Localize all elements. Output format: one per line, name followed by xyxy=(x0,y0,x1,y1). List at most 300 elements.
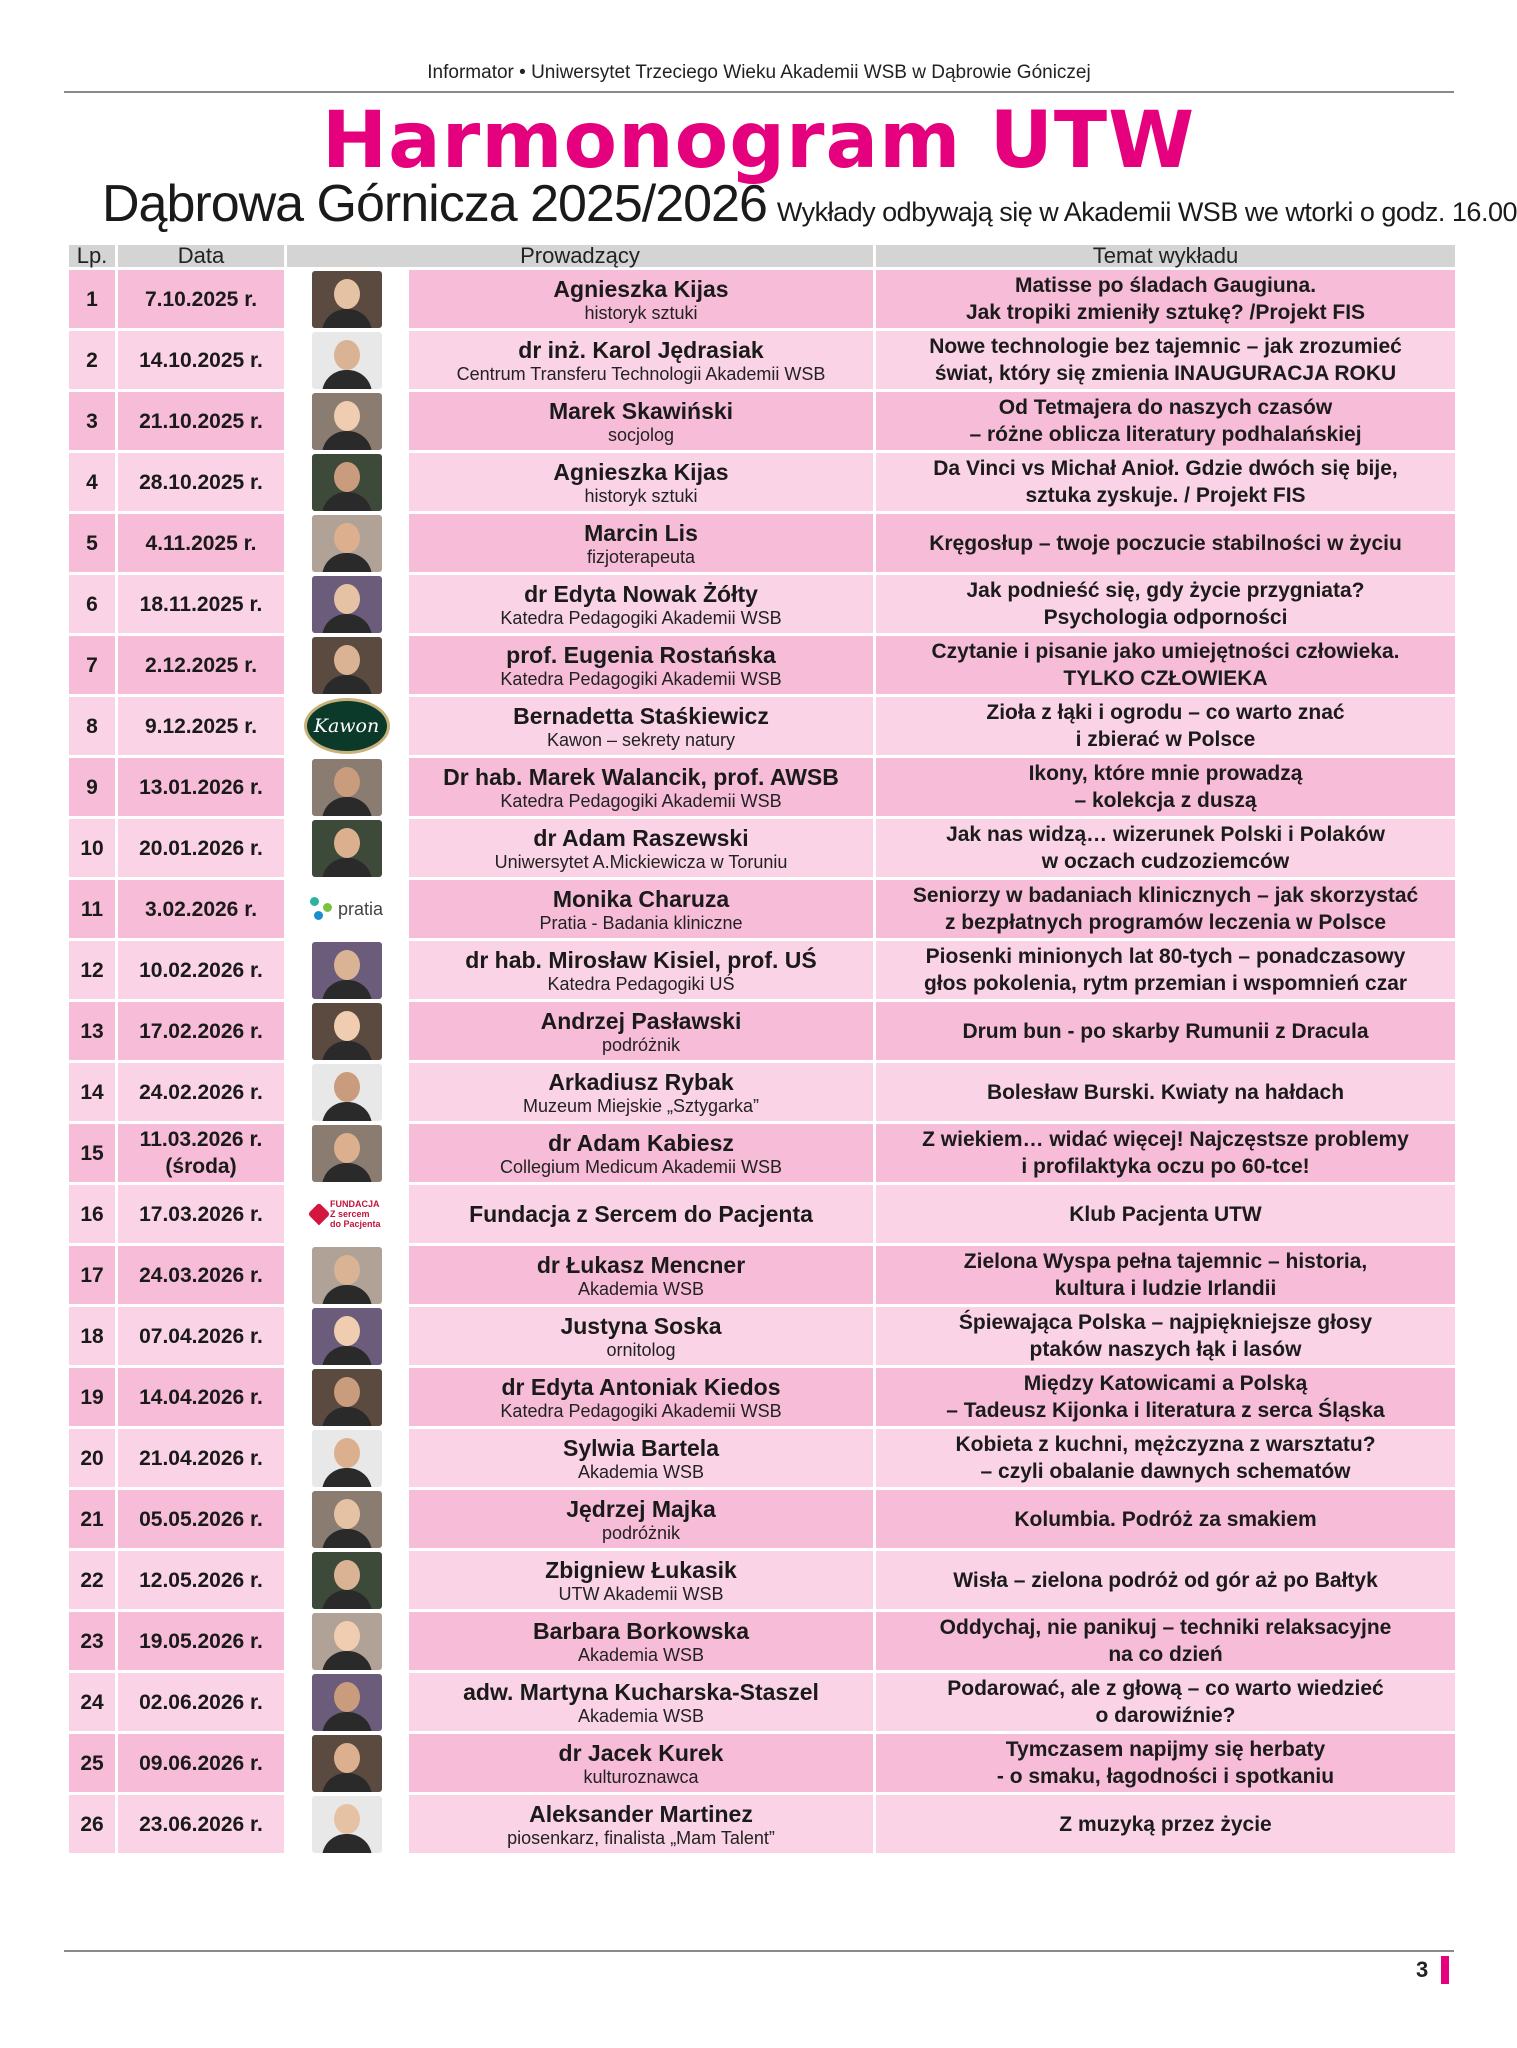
lecture-topic-line: Ikony, które mnie prowadzą xyxy=(1028,762,1303,785)
lecturer xyxy=(409,1734,873,1792)
lecture-topic-line: Od Tetmajera do naszych czasów xyxy=(998,396,1333,419)
lecturer-affiliation: kulturoznawca xyxy=(583,1766,699,1787)
lecture-topic-line: Kobieta z kuchni, mężczyzna z warsztatu? xyxy=(955,1433,1376,1456)
pratia-logo xyxy=(287,880,406,938)
row-number: 19 xyxy=(69,1368,115,1426)
row-number: 3 xyxy=(69,392,115,450)
subtitle xyxy=(102,174,1517,234)
lecturer-affiliation: Katedra Pedagogiki Akademii WSB xyxy=(500,607,782,628)
lecturer-name: dr Adam Kabiesz xyxy=(548,1129,734,1156)
row-number: 1 xyxy=(69,270,115,328)
table-row xyxy=(69,1002,1455,1060)
lecture-topic xyxy=(876,880,1455,938)
page-number-marker xyxy=(1441,1956,1449,1984)
lecturer-affiliation: piosenkarz, finalista „Mam Talent” xyxy=(507,1827,775,1848)
lecture-date-text: 7.10.2025 r. xyxy=(144,287,258,311)
lecture-topic-line: – Tadeusz Kijonka i literatura z serca Śląska xyxy=(946,1399,1385,1422)
lecturer-name: dr Edyta Nowak Żółty xyxy=(524,580,758,607)
lecture-topic-line: na co dzień xyxy=(1108,1643,1223,1666)
row-number: 12 xyxy=(69,941,115,999)
lecturer xyxy=(409,392,873,450)
lecturer xyxy=(409,1612,873,1670)
table-row xyxy=(69,1612,1455,1670)
lecturer-photo xyxy=(287,1002,406,1060)
lecture-date xyxy=(118,1490,284,1548)
lecture-topic-line: Klub Pacjenta UTW xyxy=(1069,1202,1262,1226)
page-title: Harmonogram UTW xyxy=(321,96,1196,186)
footer-divider xyxy=(64,1950,1454,1952)
column-header-lp: Lp. xyxy=(69,245,115,267)
fundacja-logo-text: FUNDACJA Z sercem do Pacjenta xyxy=(330,1199,381,1229)
lecturer xyxy=(409,697,873,755)
lecturer xyxy=(409,1246,873,1304)
row-number: 20 xyxy=(69,1429,115,1487)
row-number: 7 xyxy=(69,636,115,694)
row-number: 2 xyxy=(69,331,115,389)
row-number: 17 xyxy=(69,1246,115,1304)
lecture-date xyxy=(118,1795,284,1853)
lecturer-name: Jędrzej Majka xyxy=(566,1495,716,1522)
lecture-topic xyxy=(876,575,1455,633)
lecturer-affiliation: Akademia WSB xyxy=(577,1461,705,1482)
row-number: 8 xyxy=(69,697,115,755)
lecture-date-text: 14.10.2025 r. xyxy=(139,348,263,372)
lecture-topic-line: Śpiewająca Polska – najpiękniejsze głosy xyxy=(958,1311,1373,1334)
lecture-date xyxy=(118,1734,284,1792)
lecture-topic-line: Między Katowicami a Polską xyxy=(1023,1372,1308,1395)
lecture-date xyxy=(118,575,284,633)
table-row xyxy=(69,1551,1455,1609)
lecturer xyxy=(409,941,873,999)
kawon-logo-text: Kawon xyxy=(304,698,390,754)
lecturer xyxy=(409,453,873,511)
lecturer-affiliation: Katedra Pedagogiki Akademii WSB xyxy=(500,1400,782,1421)
lecture-date xyxy=(118,697,284,755)
lecture-topic xyxy=(876,1124,1455,1182)
lecture-topic xyxy=(876,392,1455,450)
table-row xyxy=(69,1429,1455,1487)
lecturer xyxy=(409,1551,873,1609)
lecture-topic-line: Wisła – zielona podróż od gór aż po Bałtyk xyxy=(953,1568,1378,1592)
table-header-row xyxy=(69,245,1455,267)
lecturer-portrait xyxy=(312,1064,382,1121)
lecture-topic-line: i profilaktyka oczu po 60-tce! xyxy=(1021,1155,1310,1178)
lecture-topic xyxy=(876,1795,1455,1853)
lecture-date xyxy=(118,1063,284,1121)
lecturer-portrait xyxy=(312,942,382,999)
lecture-topic-line: o darowiźnie? xyxy=(1095,1704,1236,1727)
subtitle-city: Dąbrowa Górnicza 2025/2026 xyxy=(102,175,767,233)
lecture-date-text: 11.03.2026 r. xyxy=(139,1128,263,1151)
lecturer-photo xyxy=(287,1612,406,1670)
heart-icon xyxy=(308,1203,331,1226)
lecture-topic-line: Da Vinci vs Michał Anioł. Gdzie dwóch się bije, xyxy=(933,457,1398,480)
lecturer-photo xyxy=(287,1124,406,1182)
lecture-date xyxy=(118,1002,284,1060)
lecturer-portrait xyxy=(312,820,382,877)
lecture-date-text: 18.11.2025 r. xyxy=(139,592,263,616)
lecture-date xyxy=(118,1429,284,1487)
lecturer-name: prof. Eugenia Rostańska xyxy=(506,641,776,668)
lecture-date xyxy=(118,270,284,328)
column-header-date: Data xyxy=(118,245,284,267)
row-number: 10 xyxy=(69,819,115,877)
lecture-date-text: 10.02.2026 r. xyxy=(139,958,263,982)
fundacja-logo-image xyxy=(304,1186,390,1243)
row-number: 25 xyxy=(69,1734,115,1792)
lecture-date xyxy=(118,1307,284,1365)
lecturer-affiliation: Centrum Transferu Technologii Akademii WSB xyxy=(456,363,826,384)
lecture-date xyxy=(118,1124,284,1182)
lecture-topic-line: Zioła z łąki i ogrodu – co warto znać xyxy=(986,701,1345,724)
lecture-topic-line: Psychologia odporności xyxy=(1043,606,1288,629)
table-row xyxy=(69,270,1455,328)
row-number: 24 xyxy=(69,1673,115,1731)
lecturer xyxy=(409,1002,873,1060)
lecture-topic-line: Jak nas widzą… wizerunek Polski i Polaków xyxy=(946,823,1385,846)
lecture-date-text: 23.06.2026 r. xyxy=(139,1812,263,1836)
row-number: 26 xyxy=(69,1795,115,1853)
lecturer-photo xyxy=(287,1551,406,1609)
lecture-topic xyxy=(876,819,1455,877)
lecture-date xyxy=(118,1551,284,1609)
lecturer-name: Monika Charuza xyxy=(552,885,730,912)
lecturer-photo xyxy=(287,1063,406,1121)
lecturer-portrait xyxy=(312,1674,382,1731)
lecturer-affiliation: UTW Akademii WSB xyxy=(558,1583,724,1604)
lecture-date-text: 20.01.2026 r. xyxy=(139,836,263,860)
lecture-date xyxy=(118,392,284,450)
lecturer-photo xyxy=(287,1490,406,1548)
lecturer-portrait xyxy=(312,637,382,694)
lecture-topic-line: Jak tropiki zmieniły sztukę? /Projekt FIS xyxy=(965,301,1366,324)
table-row xyxy=(69,331,1455,389)
lecturer-affiliation: fizjoterapeuta xyxy=(586,546,696,567)
lecture-date-text: 17.02.2026 r. xyxy=(139,1019,263,1043)
lecturer-affiliation: Pratia - Badania kliniczne xyxy=(539,912,743,933)
lecture-topic-line: kultura i ludzie Irlandii xyxy=(1054,1277,1277,1300)
lecture-date-text: 07.04.2026 r. xyxy=(139,1324,263,1348)
lecture-topic-line: głos pokolenia, rytm przemian i wspomnień czar xyxy=(923,972,1408,995)
row-number: 23 xyxy=(69,1612,115,1670)
lecturer-portrait xyxy=(312,332,382,389)
lecture-date xyxy=(118,758,284,816)
column-header-lecturer: Prowadzący xyxy=(287,245,873,267)
lecture-date xyxy=(118,1368,284,1426)
table-row xyxy=(69,1734,1455,1792)
lecture-topic-line: Podarować, ale z głową – co warto wiedzieć xyxy=(947,1677,1384,1700)
lecture-topic-line: świat, który się zmienia INAUGURACJA ROKU xyxy=(934,362,1397,385)
lecture-topic-line: - o smaku, łagodności i spotkaniu xyxy=(996,1765,1335,1788)
lecturer-portrait xyxy=(312,759,382,816)
table-row xyxy=(69,514,1455,572)
lecture-date-text: 3.02.2026 r. xyxy=(144,897,258,921)
lecturer-name: dr hab. Mirosław Kisiel, prof. UŚ xyxy=(465,946,817,973)
lecture-topic xyxy=(876,1612,1455,1670)
lecture-topic-line: Oddychaj, nie panikuj – techniki relaksacyjne xyxy=(939,1616,1392,1639)
lecture-date xyxy=(118,331,284,389)
lecturer-portrait xyxy=(312,1430,382,1487)
lecturer xyxy=(409,1490,873,1548)
lecture-topic xyxy=(876,758,1455,816)
lecturer-affiliation: socjolog xyxy=(607,424,675,445)
lecturer-photo xyxy=(287,575,406,633)
lecturer-photo xyxy=(287,331,406,389)
table-row xyxy=(69,880,1455,938)
lecture-date xyxy=(118,1612,284,1670)
lecture-topic xyxy=(876,1429,1455,1487)
lecture-topic xyxy=(876,941,1455,999)
pratia-logo-text: pratia xyxy=(337,898,384,919)
lecture-date-text: 12.05.2026 r. xyxy=(139,1568,263,1592)
lecturer xyxy=(409,1368,873,1426)
lecturer-portrait xyxy=(312,1552,382,1609)
table-row xyxy=(69,1368,1455,1426)
lecturer-affiliation: Collegium Medicum Akademii WSB xyxy=(499,1156,783,1177)
lecture-topic xyxy=(876,1002,1455,1060)
lecturer-portrait xyxy=(312,1369,382,1426)
lecture-date-text: 19.05.2026 r. xyxy=(139,1629,263,1653)
lecture-topic xyxy=(876,1063,1455,1121)
lecture-topic-line: Kręgosłup – twoje poczucie stabilności w życiu xyxy=(929,531,1402,555)
lecturer-name: Aleksander Martinez xyxy=(529,1800,753,1827)
lecturer-portrait xyxy=(312,1491,382,1548)
lecturer-photo xyxy=(287,453,406,511)
pratia-dots-icon xyxy=(310,897,334,921)
lecture-date xyxy=(118,941,284,999)
lecturer xyxy=(409,1124,873,1182)
lecturer-photo xyxy=(287,1795,406,1853)
lecturer-photo xyxy=(287,941,406,999)
table-row xyxy=(69,453,1455,511)
lecturer-portrait xyxy=(312,271,382,328)
lecture-topic-line: TYLKO CZŁOWIEKA xyxy=(1063,667,1268,690)
lecturer-name: dr Łukasz Mencner xyxy=(536,1251,746,1278)
lecture-date xyxy=(118,1185,284,1243)
lecturer-affiliation: historyk sztuki xyxy=(584,302,698,323)
lecture-topic-line: Seniorzy w badaniach klinicznych – jak skorzystać xyxy=(912,884,1419,907)
lecturer xyxy=(409,636,873,694)
running-head: Informator • Uniwersytet Trzeciego Wieku Akademii WSB w Dąbrowie Góniczej xyxy=(427,62,1091,83)
page-number: 3 xyxy=(1416,1957,1429,1982)
table-row xyxy=(69,697,1455,755)
lecture-date-text: 13.01.2026 r. xyxy=(139,775,263,799)
lecturer-affiliation: Kawon – sekrety natury xyxy=(546,729,736,750)
lecturer-photo xyxy=(287,270,406,328)
lecture-date xyxy=(118,453,284,511)
lecture-date-text: 05.05.2026 r. xyxy=(139,1507,263,1531)
lecture-date-text: 9.12.2025 r. xyxy=(144,714,258,738)
table-row xyxy=(69,1795,1455,1853)
row-number: 9 xyxy=(69,758,115,816)
lecture-date-text: 14.04.2026 r. xyxy=(139,1385,263,1409)
lecturer-name: dr Jacek Kurek xyxy=(558,1739,724,1766)
row-number: 11 xyxy=(69,880,115,938)
lecture-topic xyxy=(876,453,1455,511)
row-number: 16 xyxy=(69,1185,115,1243)
lecturer-affiliation: Akademia WSB xyxy=(577,1705,705,1726)
lecturer-name: dr Edyta Antoniak Kiedos xyxy=(501,1373,781,1400)
lecture-topic xyxy=(876,514,1455,572)
lecturer xyxy=(409,1673,873,1731)
row-number: 6 xyxy=(69,575,115,633)
lecturer-portrait xyxy=(312,1735,382,1792)
kawon-logo-image xyxy=(304,698,390,755)
column-header-topic: Temat wykładu xyxy=(876,245,1455,267)
lecturer-name: Agnieszka Kijas xyxy=(553,275,729,302)
lecturer xyxy=(409,1429,873,1487)
lecturer-affiliation: Akademia WSB xyxy=(577,1278,705,1299)
lecturer-name: Arkadiusz Rybak xyxy=(548,1068,734,1095)
lecturer-name: dr inż. Karol Jędrasiak xyxy=(518,336,764,363)
lecture-topic-line: z bezpłatnych programów leczenia w Polsce xyxy=(944,911,1387,934)
lecturer-portrait xyxy=(312,1613,382,1670)
lecture-topic xyxy=(876,1551,1455,1609)
lecturer-name: Justyna Soska xyxy=(560,1312,722,1339)
lecturer-name: Marek Skawiński xyxy=(548,397,734,424)
table-row xyxy=(69,1673,1455,1731)
table-row xyxy=(69,1307,1455,1365)
lecture-date-text: 21.04.2026 r. xyxy=(139,1446,263,1470)
lecturer-photo xyxy=(287,392,406,450)
lecture-date-text: 09.06.2026 r. xyxy=(139,1751,263,1775)
lecture-date xyxy=(118,1673,284,1731)
lecturer xyxy=(409,514,873,572)
lecturer-portrait xyxy=(312,1003,382,1060)
lecturer-name: Dr hab. Marek Walancik, prof. AWSB xyxy=(443,763,839,790)
lecture-topic xyxy=(876,1490,1455,1548)
lecture-topic xyxy=(876,1185,1455,1243)
lecture-topic-line: – czyli obalanie dawnych schematów xyxy=(980,1460,1351,1483)
lecture-date-text: 24.03.2026 r. xyxy=(139,1263,263,1287)
lecture-date-text: 17.03.2026 r. xyxy=(139,1202,263,1226)
table-row xyxy=(69,1185,1455,1243)
lecture-date xyxy=(118,636,284,694)
kawon-logo xyxy=(287,697,406,755)
lecturer-name: Fundacja z Sercem do Pacjenta xyxy=(469,1200,813,1227)
lecturer-portrait xyxy=(312,393,382,450)
lecture-topic xyxy=(876,1734,1455,1792)
lecturer-portrait xyxy=(312,1247,382,1304)
lecturer-name: Sylwia Bartela xyxy=(563,1434,719,1461)
lecture-topic-line: Nowe technologie bez tajemnic – jak zrozumieć xyxy=(929,335,1402,358)
lecturer xyxy=(409,1307,873,1365)
row-number: 5 xyxy=(69,514,115,572)
header-divider xyxy=(64,91,1454,93)
table-row xyxy=(69,1246,1455,1304)
lecturer-photo xyxy=(287,1307,406,1365)
lecturer xyxy=(409,819,873,877)
lecturer-name: Bernadetta Staśkiewicz xyxy=(513,702,769,729)
lecturer-affiliation: historyk sztuki xyxy=(584,485,698,506)
table-row xyxy=(69,1124,1455,1182)
lecturer-photo xyxy=(287,1673,406,1731)
lecturer-affiliation: ornitolog xyxy=(606,1339,676,1360)
lecturer-name: dr Adam Raszewski xyxy=(533,824,749,851)
lecturer-affiliation: Katedra Pedagogiki UŚ xyxy=(547,973,735,994)
lecture-topic xyxy=(876,697,1455,755)
lecture-topic-line: Bolesław Burski. Kwiaty na hałdach xyxy=(986,1080,1345,1104)
lecture-date-text: 4.11.2025 r. xyxy=(145,531,257,555)
lecturer xyxy=(409,1063,873,1121)
lecturer-portrait xyxy=(312,1308,382,1365)
lecture-topic xyxy=(876,1307,1455,1365)
lecture-topic-line: Czytanie i pisanie jako umiejętności człowieka. xyxy=(931,640,1400,663)
lecture-date-text: 24.02.2026 r. xyxy=(139,1080,263,1104)
lecturer-portrait xyxy=(312,515,382,572)
table-row xyxy=(69,941,1455,999)
table-row xyxy=(69,1490,1455,1548)
lecture-date-text: 21.10.2025 r. xyxy=(139,409,263,433)
lecturer xyxy=(409,758,873,816)
lecture-date-text: 02.06.2026 r. xyxy=(139,1690,263,1714)
lecturer-affiliation: podróżnik xyxy=(601,1522,681,1543)
lecture-topic xyxy=(876,270,1455,328)
lecture-topic-line: Matisse po śladach Gaugiuna. xyxy=(1014,274,1317,297)
lecturer-name: Andrzej Pasławski xyxy=(540,1007,742,1034)
lecture-topic-line: Tymczasem napijmy się herbaty xyxy=(1005,1738,1326,1761)
row-number: 18 xyxy=(69,1307,115,1365)
lecturer-affiliation: podróżnik xyxy=(601,1034,681,1055)
lecturer-photo xyxy=(287,636,406,694)
lecturer xyxy=(409,331,873,389)
lecture-topic-line: Z wiekiem… widać więcej! Najczęstsze problemy xyxy=(922,1128,1409,1151)
lecturer-photo xyxy=(287,1429,406,1487)
lecture-topic-line: sztuka zyskuje. / Projekt FIS xyxy=(1025,484,1306,507)
lecturer-photo xyxy=(287,1734,406,1792)
lecturer-photo xyxy=(287,758,406,816)
lecture-topic-line: i zbierać w Polsce xyxy=(1075,728,1256,751)
table-row xyxy=(69,636,1455,694)
lecturer-name: Barbara Borkowska xyxy=(532,1617,750,1644)
row-number: 14 xyxy=(69,1063,115,1121)
lecture-topic xyxy=(876,636,1455,694)
lecture-topic xyxy=(876,1368,1455,1426)
lecturer-portrait xyxy=(312,576,382,633)
table-row xyxy=(69,819,1455,877)
table-row xyxy=(69,392,1455,450)
lecturer-affiliation: Akademia WSB xyxy=(577,1644,705,1665)
lecturer-portrait xyxy=(312,1796,382,1853)
lecturer-name: Zbigniew Łukasik xyxy=(545,1556,737,1583)
fundacja-logo xyxy=(287,1185,406,1243)
lecturer-name: adw. Martyna Kucharska-Staszel xyxy=(463,1678,819,1705)
lecture-topic-line: – kolekcja z duszą xyxy=(1074,789,1257,812)
lecture-topic-line: – różne oblicza literatury podhalańskiej xyxy=(969,423,1362,446)
lecture-topic-line: w oczach cudzoziemców xyxy=(1041,850,1290,873)
lecture-date xyxy=(118,880,284,938)
pratia-logo-image xyxy=(304,881,390,938)
lecturer-photo xyxy=(287,1368,406,1426)
row-number: 15 xyxy=(69,1124,115,1182)
lecturer xyxy=(409,1185,873,1243)
lecturer xyxy=(409,880,873,938)
table-row xyxy=(69,758,1455,816)
lecture-topic-line: Jak podnieść się, gdy życie przygniata? xyxy=(966,579,1365,602)
lecturer xyxy=(409,575,873,633)
lecturer-affiliation: Katedra Pedagogiki Akademii WSB xyxy=(500,790,782,811)
lecturer-portrait xyxy=(312,454,382,511)
lecture-topic xyxy=(876,1673,1455,1731)
lecturer-name: Agnieszka Kijas xyxy=(553,458,729,485)
lecture-topic-line: Z muzyką przez życie xyxy=(1059,1812,1272,1836)
lecturer-affiliation: Muzeum Miejskie „Sztygarka” xyxy=(522,1095,760,1116)
lecturer xyxy=(409,270,873,328)
lecturer-affiliation: Uniwersytet A.Mickiewicza w Toruniu xyxy=(494,851,788,872)
schedule-body xyxy=(69,270,1455,1853)
lecture-date-note: (środa) xyxy=(165,1155,237,1178)
lecturer-affiliation: Katedra Pedagogiki Akademii WSB xyxy=(500,668,782,689)
